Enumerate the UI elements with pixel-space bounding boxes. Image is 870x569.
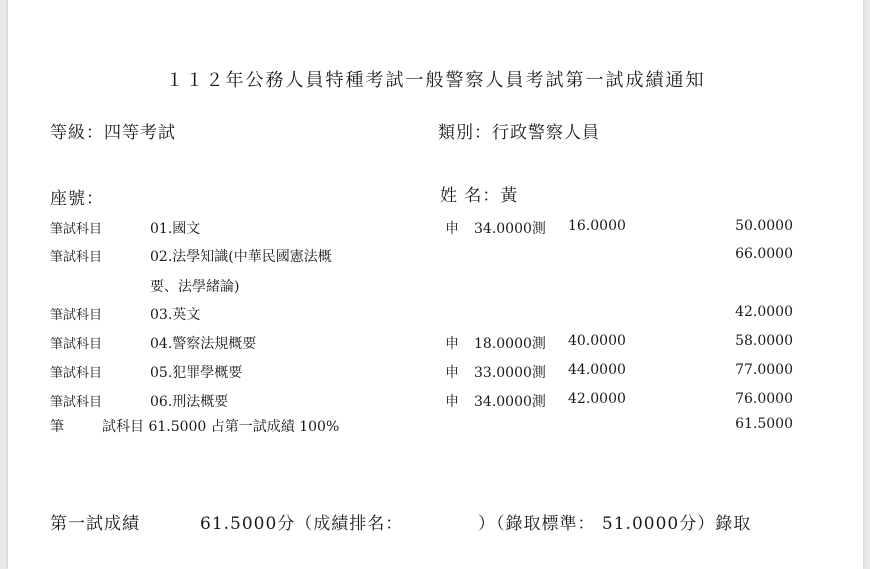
summary-score: 61.5000 [735,416,793,432]
row-test-score: 44.0000 [568,362,626,378]
table-row-continuation [8,276,863,302]
summary-text: 試科目 61.5000 占第一試成績 100% [102,419,340,435]
row-test-score: 40.0000 [568,333,626,349]
grade-label: 等級：四等考試 [50,123,176,143]
final-score-rank: 61.5000分（成績排名： [200,514,404,534]
row-category: 筆試科目 [50,222,103,237]
row-category: 筆試科目 [50,366,103,381]
row-total-score: 66.0000 [735,246,793,262]
row-category: 筆試科目 [50,250,103,265]
table-row [8,333,863,359]
table-row [8,246,863,272]
summary-prefix: 筆 [50,419,64,435]
row-subject: 03.英文 [150,307,201,323]
row-total-score: 50.0000 [735,218,793,234]
row-subject: 02.法學知識(中華民國憲法概 [150,249,332,265]
seat-number-label: 座號： [50,189,104,209]
row-mark-a: 申 [445,336,459,352]
row-part-score: 34.0000測 [474,394,546,410]
row-subject: 01.國文 [150,221,201,237]
page-title: １１２年公務人員特種考試一般警察人員考試第一試成績通知 [165,70,706,91]
row-subject: 06.刑法概要 [150,394,229,410]
final-admission-standard: ）（錄取標準： 51.0000分）錄取 [478,514,752,534]
row-total-score: 77.0000 [735,362,793,378]
row-mark-a: 申 [445,365,459,381]
score-notice-sheet [8,0,863,569]
row-category: 筆試科目 [50,337,103,352]
row-subject: 04.警察法規概要 [150,336,257,352]
category-label: 類別：行政警察人員 [438,123,600,143]
row-total-score: 58.0000 [735,333,793,349]
row-subject: 05.犯罪學概要 [150,365,243,381]
table-row [8,304,863,330]
row-test-score: 16.0000 [568,218,626,234]
row-total-score: 76.0000 [735,391,793,407]
row-mark-a: 申 [445,221,459,237]
row-total-score: 42.0000 [735,304,793,320]
row-part-score: 34.0000測 [474,221,546,237]
row-subject-continued: 要、法學緒論) [150,279,240,295]
row-part-score: 18.0000測 [474,336,546,352]
row-test-score: 42.0000 [568,391,626,407]
table-row [8,362,863,388]
table-row [8,391,863,417]
row-category: 筆試科目 [50,395,103,410]
row-part-score: 33.0000測 [474,365,546,381]
row-category: 筆試科目 [50,308,103,323]
name-label: 姓 名：黃 [440,186,519,206]
final-label: 第一試成績 [50,514,140,534]
table-row [8,218,863,244]
row-mark-a: 申 [445,394,459,410]
